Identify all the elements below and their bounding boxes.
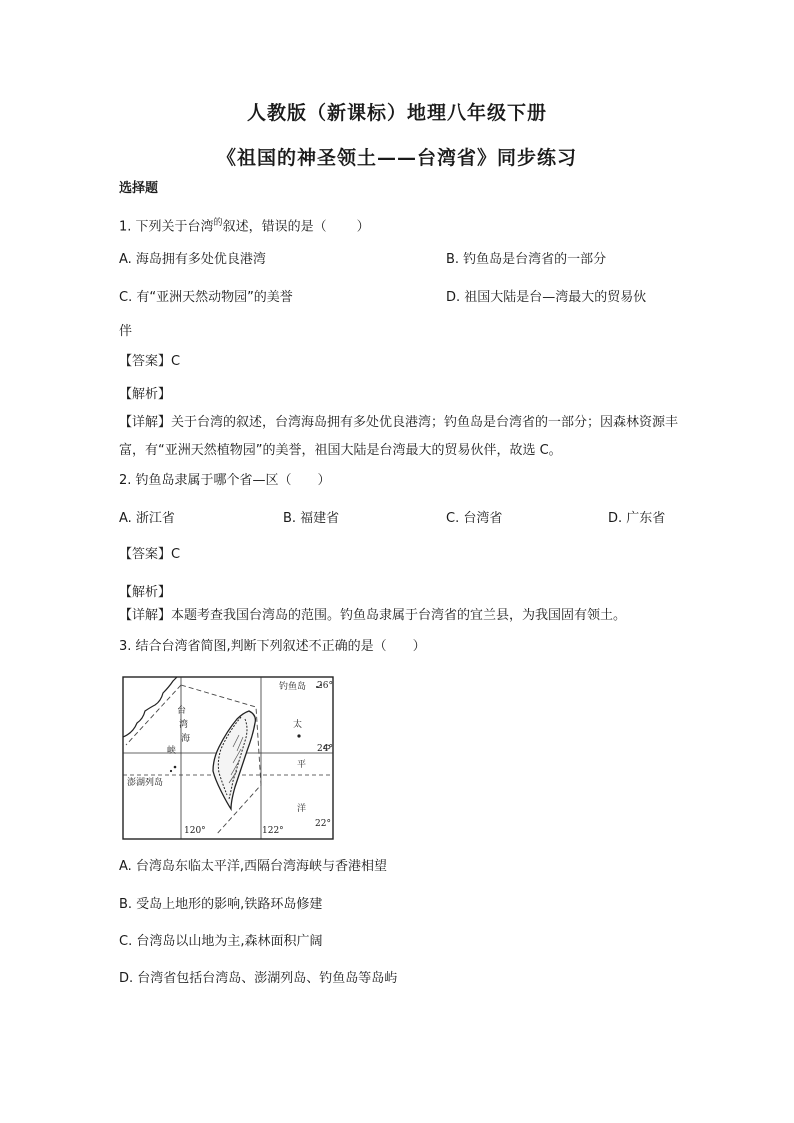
label-strait-2: 湾 [179,720,189,730]
q2-option-c: C. 台湾省 [446,511,503,526]
q2-option-a: A. 浙江省 [119,511,175,526]
label-22: 22° [315,819,331,829]
detail-tag: 【详解】 [119,608,172,623]
q1-stem-b: 叙述，错误的是（ [222,219,327,235]
q2-answer [119,546,180,564]
q3-option-b: B. 受岛上地形的影响,铁路环岛修建 [119,897,323,912]
label-penghu: 澎湖列岛 [127,778,164,788]
label-strait-4: 峡 [167,746,177,756]
label-yang: 洋 [297,804,307,814]
q3-stem: 3. 结合台湾省简图,判断下列叙述不正确的是（ ） [119,639,426,654]
q2-stem: 2. 钓鱼岛隶属于哪个省—区（ ） [119,473,331,488]
q1-option-b: B. 钓鱼岛是台湾省的一部分 [446,252,607,267]
q1-detail-text: 关于台湾的叙述，台湾海岛拥有多处优良港湾；钓鱼岛是台湾省的一部分；因森林资源丰富，有“亚洲天然植物园”的美誉，祖国大陆是台湾最大的贸易伙伴，故选 C。 [119,415,679,458]
label-ping: 平 [297,760,307,770]
q1-answer-value: C [171,354,181,369]
q1-option-d: D. 祖国大陆是台—湾最大的贸易伙 [446,290,647,305]
q2-option-b: B. 福建省 [283,511,340,526]
answer-tag: 【答案】 [119,547,172,562]
doc-title-line1: 人教版（新课标）地理八年级下册 [246,102,547,124]
q1-option-a: A. 海岛拥有多处优良港湾 [119,252,266,267]
detail-tag: 【详解】 [119,415,172,430]
q1-stem-c: ） [356,219,370,235]
q2-detail-text: 本题考查我国台湾岛的范围。钓鱼岛隶属于台湾省的宜兰县，为我国固有领土。 [171,608,627,623]
label-24: 24° [317,744,333,754]
q3-option-d: D. 台湾省包括台湾岛、澎湖列岛、钓鱼岛等岛屿 [119,971,398,986]
island-dot [297,734,300,737]
label-tai: 太 [293,720,303,730]
answer-tag: 【答案】 [119,354,172,369]
q2-answer-value: C [171,547,181,562]
q2-detail [119,607,626,625]
q3-option-c: C. 台湾岛以山地为主,森林面积广阔 [119,934,323,949]
q1-detail [119,409,679,465]
taiwan-sketch-map [121,675,335,841]
label-120: 120° [184,826,206,836]
label-122: 122° [262,826,284,836]
label-26: 26° [317,681,333,691]
q1-option-c: C. 有“亚洲天然动物园”的美誉 [119,290,293,305]
label-strait-3: 海 [181,734,191,744]
doc-title-line2: 《祖国的神圣领土——台湾省》同步练习 [216,147,577,169]
q1-analysis-tag: 【解析】 [119,387,172,402]
penghu-dot [174,766,177,769]
q1-stem-a: 1. 下列关于台湾 [119,219,214,235]
mainland-coastline [123,677,177,737]
label-diaoyu: 钓鱼岛 [279,682,307,692]
q1-answer [119,353,180,371]
q2-option-d: D. 广东省 [608,511,666,526]
q3-option-a: A. 台湾岛东临太平洋,西隔台湾海峡与香港相望 [119,859,388,874]
q1-stem [119,214,370,236]
province-boundary-west [126,685,181,745]
q1-stem-sup: 的 [213,218,223,228]
label-strait-1: 台 [177,706,187,716]
q1-option-d-cont: 伴 [119,324,133,339]
q2-analysis-tag: 【解析】 [119,585,172,600]
section-heading: 选择题 [119,181,159,196]
penghu-dot [170,770,172,772]
